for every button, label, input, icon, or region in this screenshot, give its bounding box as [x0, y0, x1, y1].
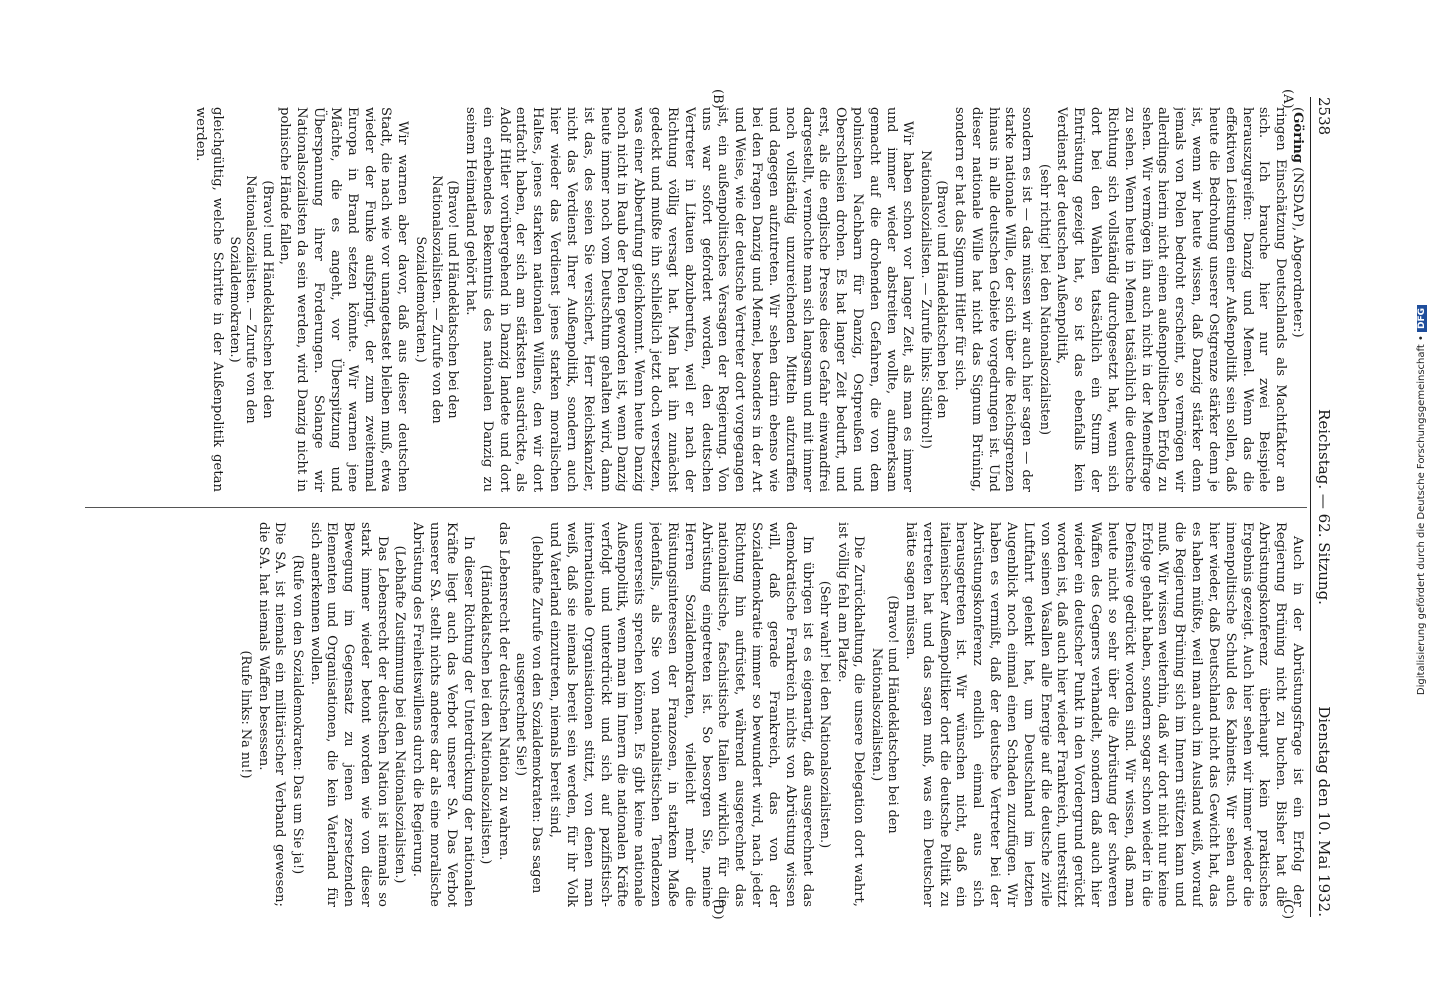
paragraph: Das Lebensrecht der deutschen Nation ist niemals so stark immer wieder betont worden wie von dieser Bewegung im Gegensatz zu jenen zersetzenden Elementen und Organisationen, die kein Vaterland für sich anerkennen wollen.	[307, 522, 390, 907]
page-number: 2538	[1315, 97, 1333, 136]
paragraph: Die Zurückhaltung, die unsere Delegation dort wahrt, ist völlig fehl am Platze.	[834, 522, 867, 907]
paragraph: Wir haben schon vor langer Zeit, als man es immer und immer wieder abstreiten wollte, aufmerksam gemacht auf die drohenden Gefahren, die von dem polnischen Nachbarn für Danzig, Ostpreußen und Oberschlesien drohen. Es hat langer Zeit bedurft, und erst, als die englische Presse diese Gefahr einwandfrei dargestellt, vermochte man sich langsam und mit immer noch vollständig unzureichenden Mitteln aufzuraffen und dagegen aufzutreten. Wir sehen darin ebenso wie bei den Fragen Danzig und Memel, besonders in der Art und Weise, wie der deutsche Vertreter dort vorgegangen ist, ein außenpolitisches Versagen der Regierung. Von uns war sofort gefordert worden, den deutschen Vertreter in Litauen abzuberufen, weil er nach der Richtung völlig versagt hat. Man hat ihn zunächst gedeckt und mußte ihn schließlich jetzt doch versetzen, was einer Abberufung gleichkommt. Wenn heute Danzig noch nicht in Raub der Polen geworden ist, wenn Danzig heute immer noch vom Deutschtum gehalten wird, dann ist das, des seien Sie versichert, Herr Reichskanzler, nicht das Verdienst Ihrer Außenpolitik, sondern auch hier wieder das Verdienst jenes starken moralischen Haltes, jenes starken nationalen Willens, den wir dort entfacht haben, der sich am stärksten ausdrückte, als Adolf Hitler vorübergehend in Danzig landete und dort ein erhebendes Bekenntnis des nationalen Danzig zu seinem Heimatland gehört hat.	[462, 107, 916, 492]
interjection: (Bravo! und Händeklatschen bei den Nationalsozialisten. — Zurufe links: Südtirol!)	[917, 150, 950, 449]
paragraph: Im übrigen ist es eigenartig, daß ausgerechnet das demokratische Frankreich nichts von Abrüstung wissen will, daß gerade Frankreich, das von der Sozialdemokratie immer so bewundert wird, nach jeder Richtung hin aufrüstet, während ausgerechnet das nationalistische, faschistische Italien wirklich für die Abrüstung eingetreten ist. So besorgen Sie, meine Herren Sozialdemokraten, vielleicht mehr die Rüstungsinteressen der Franzosen, in starkem Maße jedenfalls, als Sie von nationalistischen Tendenzen unsererseits sprechen können. Es gibt keine nationale Außenpolitik, wenn man im Innern die nationalen Kräfte verfolgt und unterdrückt und sich auf pazifistisch-internationale Organisationen stützt, von denen man weiß, daß sie niemals bereit sein werden, für ihr Volk und Vaterland einzutreten, niemals bereit sind,	[547, 522, 815, 907]
page-header	[1309, 97, 1333, 917]
paragraph: In dieser Richtung der Unterdrückung der nationalen Kräfte liegt auch das Verbot unserer SA. Das Verbot unserer SA. stellt nichts anderes dar als eine moralische Abrüstung des Freiheitswillens durch die Regierung.	[410, 522, 476, 907]
paragraph: gleichgültig, welche Schritte in der Außenpolitik getan werden.	[192, 107, 225, 492]
digitization-credit-text: Digitalisierung gefördert durch die Deutsche Forschungsgemeinschaft • DFG	[1416, 60, 1430, 940]
interjection: (Bravo! und Händeklatschen bei den Nationalsozialisten.)	[868, 595, 901, 834]
interjection: (Rufe von den Sozialdemokraten: Das um Sie ja!)	[289, 554, 305, 875]
paragraph: das Lebensrecht der deutschen Nation zu wahren.	[495, 522, 511, 861]
speaker-name: Göring	[1290, 112, 1305, 163]
margin-mark-b: (B)	[710, 89, 725, 109]
paragraph: ringen Einschätzung Deutschlands als Machtfaktor an sich. Ich brauche hier nur zwei Beispiele herauszugreifen: Danzig und Memel. Wenn das die effektiven Leistungen einer Außenpolitik sein sollen, daß heute die Bedrohung unserer Ostgrenze stärker denn je ist, wenn wir heute wissen, daß Danzig stärker denn jemals von Polen bedroht erscheint, so vermögen wir allerdings hierin nicht einen außenpolitischen Erfolg zu sehen. Wir vermögen ihn auch nicht in der Memelfrage zu sehen. Wenn heute in Memel tatsächlich die deutsche Richtung sich vollständig durchgesetzt hat, wenn sich dort bei den Wahlen tatsächlich ein Sturm der Entrüstung gezeigt hat, so ist das ebenfalls kein Verdienst der deutschen Außenpolitik,	[1054, 107, 1289, 492]
paragraph: Die SA. ist niemals ein militärischer Verband gewesen; die SA. hat niemals Waffen besessen.	[255, 522, 288, 907]
credit-text: Digitalisierung gefördert durch die Deutsche Forschungsgemeinschaft	[1416, 344, 1427, 696]
speaker-line: (Göring (NSDAP), Abgeordneter:)	[1290, 107, 1305, 338]
speaker-party: (NSDAP), Abgeordneter:	[1290, 162, 1305, 333]
session-title: Reichstag. — 62. Sitzung.	[1315, 409, 1333, 605]
interjection: (Bravo! und Händeklatschen bei den Nationalsozialisten. — Zurufe von den Sozialdemokraten.)	[412, 175, 461, 424]
column-divider	[85, 507, 1307, 508]
interjection: (Bravo! und Händeklatschen bei den Nationalsozialisten. — Zurufe von den Sozialdemokraten.)	[226, 175, 275, 424]
session-date: Dienstag den 10. Mai 1932.	[1315, 706, 1333, 917]
margin-mark-a: (A)	[1280, 89, 1295, 109]
interjection: (Rufe links: Na nu!)	[237, 650, 253, 779]
digitization-credit	[1412, 2, 1434, 998]
margin-mark-d: (D)	[710, 899, 725, 920]
right-column	[95, 522, 1305, 907]
dfg-logo: DFG	[1417, 305, 1427, 332]
interjection: (sehr richtig! bei den Nationalsozialisten)	[1036, 164, 1052, 435]
interjection: (Händeklatschen bei den Nationalsozialisten.)	[477, 564, 493, 865]
interjection: (lebhafte Zurufe von den Sozialdemokraten: Das sagen ausgerechnet Sie!)	[512, 535, 545, 894]
header-rule	[1310, 97, 1311, 917]
interjection: (Lebhafte Zustimmung bei den Nationalsozialisten.)	[392, 545, 408, 884]
paragraph: Wir warnen aber davor, daß aus dieser deutschen Stadt, die nach wie vor unangetastet bleiben muß, etwa wieder der Funke aufspringt, der zum zweitenmal Europa in Brand setzen könnte. Wir warnen jene Mächte, die es angeht, vor Überspitzung und Überspannung ihrer Forderungen. Solange wir Nationalsozialisten da sein werden, wird Danzig nicht in polnische Hände fallen,	[277, 107, 411, 492]
paragraph: Auch in der Abrüstungsfrage ist ein Erfolg der Regierung Brüning nicht zu buchen. Bisher hat die Abrüstungskonferenz überhaupt kein praktisches Ergebnis gezeigt. Auch hier sehen wir immer wieder die innenpolitische Schuld des Kabinetts. Wir sehen auch hier wieder, daß Deutschland nicht das Gewicht hat, das es haben müßte, weil man auch im Ausland weiß, worauf die Regierung Brüning sich im Innern stützen kann und muß. Wir wissen weiterhin, daß wir dort nicht nur keine Erfolge gehabt haben, sondern sogar schon wieder in die Defensive gedrückt worden sind. Wir wissen, daß man heute nicht so sehr über die Abrüstung der schweren Waffen des Gegners verhandelt, sondern daß auch hier wieder ein deutscher Punkt in den Vordergrund gerückt worden ist, daß auch hier wieder Frankreich, unterstützt von seinen Vasallen alle Energie auf die deutsche zivile Luftfahrt gelenkt hat, um Deutschland im letzten Augenblick noch einmal einen Schaden zuzufügen. Wir haben es vermißt, daß der deutsche Vertreter bei der Abrüstungskonferenz endlich einmal aus sich herausgetreten ist. Wir wünschen nicht, daß ein italienischer Außenpolitiker dort die deutsche Politik zu vertreten hat und das sagen muß, was ein Deutscher hätte sagen müssen.	[902, 522, 1305, 907]
margin-mark-c: (C)	[1280, 899, 1295, 920]
page-content	[75, 87, 1335, 927]
rotated-document-page	[75, 87, 1335, 927]
interjection: (Sehr wahr! bei den Nationalsozialisten.)	[816, 580, 832, 849]
left-column	[95, 107, 1305, 492]
paragraph: sondern es ist — das müssen wir auch hier sagen — der starke nationale Wille, der sich über die Reichsgrenzen hinaus in alle deutschen Gebiete vorgedrungen ist. Und dieser nationale Wille hat nicht das Signum Brüning, sondern er hat das Signum Hitler für sich.	[951, 107, 1035, 492]
